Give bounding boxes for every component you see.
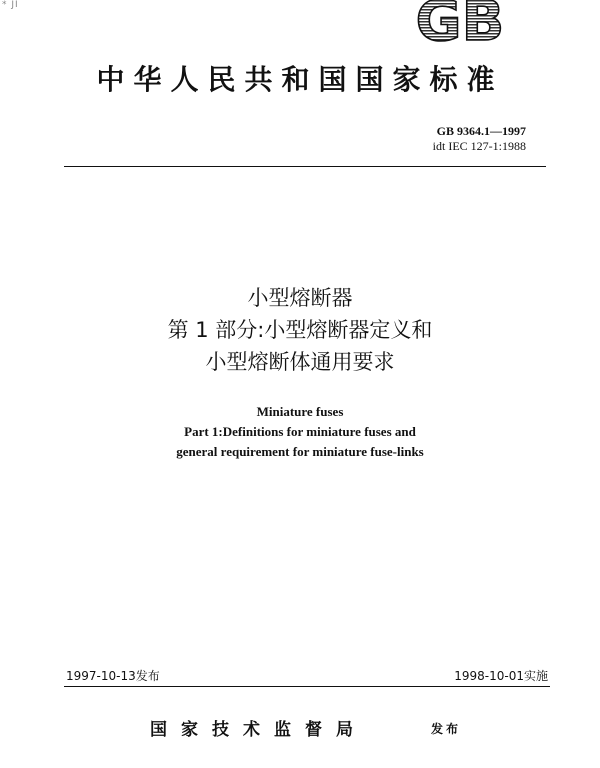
effective-date: 1998-10-01实施 bbox=[454, 669, 548, 683]
title-cn-line2: 第 1 部分:小型熔断器定义和 bbox=[167, 318, 433, 342]
publish-date: 1997-10-13发布 bbox=[66, 669, 160, 683]
gb-logo-icon bbox=[395, 0, 525, 44]
title-cn-line1: 小型熔断器 bbox=[247, 286, 353, 310]
footer-divider bbox=[64, 686, 550, 687]
standard-number: GB 9364.1—1997 bbox=[436, 124, 526, 138]
corner-mark: * JI bbox=[2, 0, 19, 10]
title-en-line3: general requirement for miniature fuse-links bbox=[176, 444, 424, 459]
header-divider bbox=[64, 166, 546, 167]
title-en-line1: Miniature fuses bbox=[256, 404, 344, 419]
title-en-line2: Part 1:Definitions for miniature fuses and bbox=[184, 424, 416, 439]
title-cn-line3: 小型熔断体通用要求 bbox=[205, 350, 395, 374]
equivalent-standard: idt IEC 127-1:1988 bbox=[432, 139, 526, 153]
issuing-authority: 国家技术监督局 bbox=[150, 720, 367, 740]
logo-text: GB bbox=[415, 0, 505, 44]
standard-number-block bbox=[433, 124, 526, 154]
issue-label: 发布 bbox=[431, 722, 462, 736]
standard-title: 中华人民共和国国家标准 bbox=[96, 63, 504, 96]
